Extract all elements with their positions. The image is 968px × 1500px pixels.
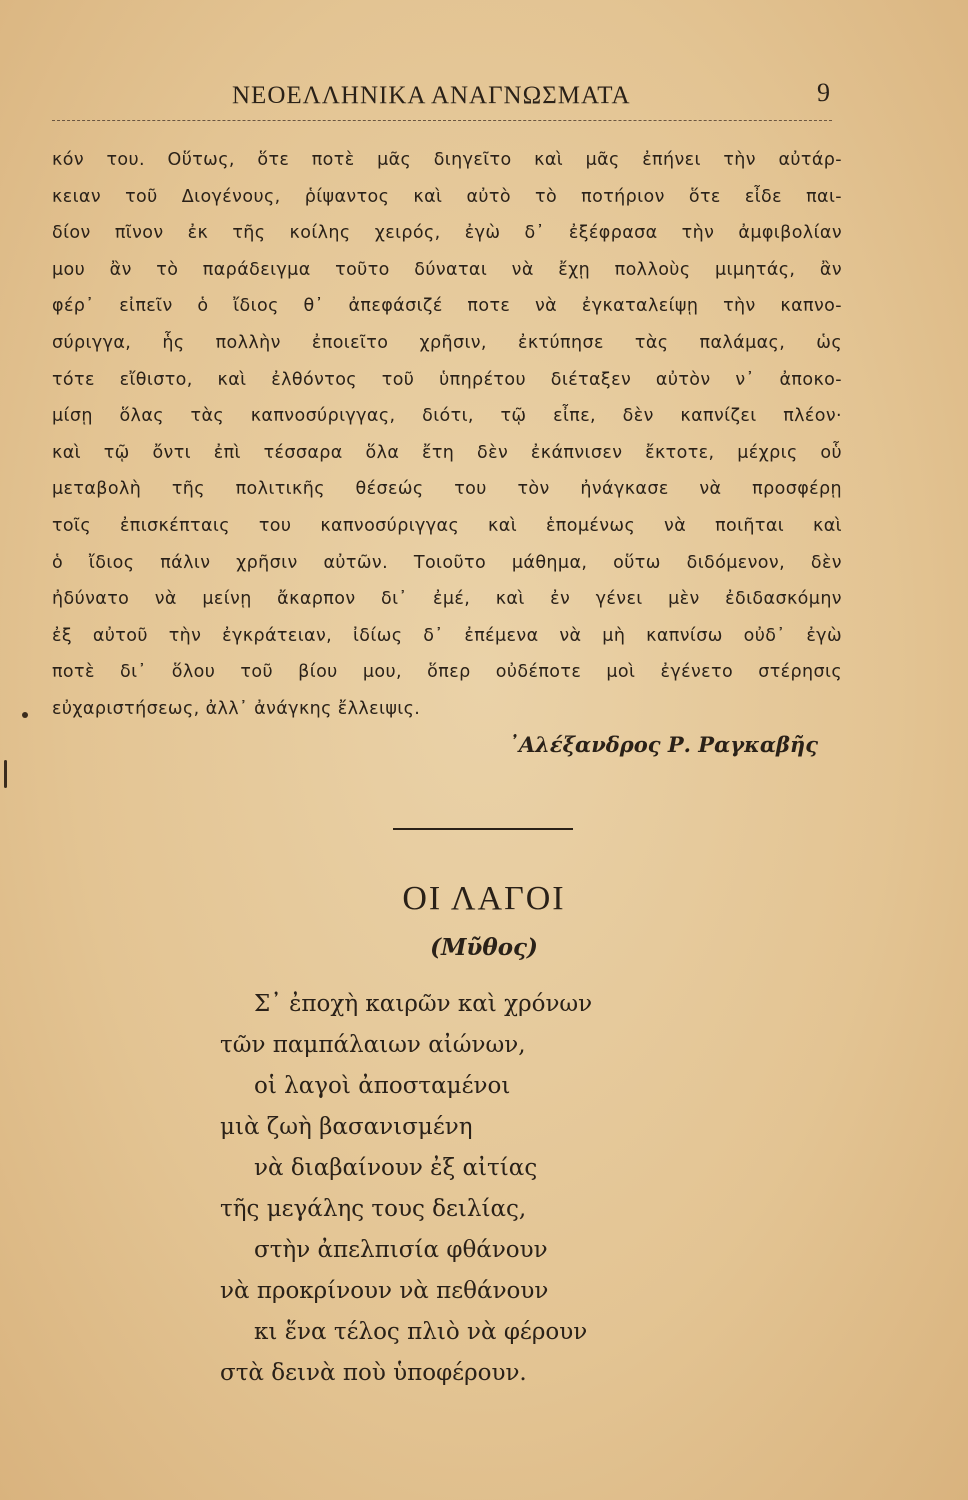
prose-line: κόν του. Οὕτως, ὅτε ποτὲ μᾶς διηγεῖτο καὶ μᾶς ἐπήνει τὴν αὐτάρ- (52, 150, 842, 170)
poem-line: νὰ προκρίνουν νὰ πεθάνουν (220, 1278, 549, 1304)
prose-line: τοῖς ἐπισκέπταις του καπνοσύριγγας καὶ ἑπομένως νὰ ποιῆται καὶ (52, 515, 842, 536)
poem-line: τῶν παμπάλαιων αἰώνων, (220, 1032, 526, 1058)
header-rule (52, 120, 832, 121)
section-separator (393, 828, 573, 830)
poem-title: ΟΙ ΛΑΓΟΙ (402, 880, 566, 917)
prose-line: σύριγγα, ἧς πολλὴν ἐποιεῖτο χρῆσιν, ἐκτύπησε τὰς παλάμας, ὡς (52, 332, 842, 353)
prose-line: τότε εἴθιστο, καὶ ἐλθόντος τοῦ ὑπηρέτου διέταξεν αὐτὸν ν᾽ ἀποκο- (52, 369, 842, 390)
prose-line: δίον πῖνον ἐκ τῆς κοίλης χειρός, ἐγὼ δ᾽ ἐξέφρασα τὴν ἀμφιβολίαν (52, 223, 842, 244)
running-header-title: ΝΕΟΕΛΛΗΝΙΚΑ ΑΝΑΓΝΩΣΜΑΤΑ (232, 82, 631, 109)
prose-line: κειαν τοῦ Διογένους, ῥίψαντος καὶ αὐτὸ τὸ ποτήριον ὅτε εἶδε παι- (52, 186, 842, 207)
prose-line: ὁ ἴδιος πάλιν χρῆσιν αὐτῶν. Τοιοῦτο μάθημα, οὕτω διδόμενον, δὲν (52, 552, 842, 573)
poem-line: οἱ λαγοὶ ἀποσταμένοι (254, 1073, 511, 1099)
poem-line: μιὰ ζωὴ βασανισμένη (220, 1114, 473, 1140)
prose-passage (52, 142, 842, 728)
poem-line: στὰ δεινὰ ποὺ ὑποφέρουν. (220, 1360, 527, 1386)
poem-line: στὴν ἀπελπισία φθάνουν (254, 1237, 548, 1263)
prose-line: φέρ᾽ εἰπεῖν ὁ ἴδιος θ᾽ ἀπεφάσιζέ ποτε νὰ ἐγκαταλείψῃ τὴν καπνο- (52, 296, 842, 317)
prose-line: ποτὲ δι᾽ ὅλου τοῦ βίου μου, ὅπερ οὐδέποτε μοὶ ἐγένετο στέρησις (52, 662, 842, 683)
poem-subtitle: (Μῦθος) (430, 934, 538, 961)
prose-line: μου ἂν τὸ παράδειγμα τοῦτο δύναται νὰ ἔχῃ πολλοὺς μιμητάς, ἂν (52, 259, 842, 280)
author-signature: ᾽Αλέξανδρος Ρ. Ραγκαβῆς (508, 732, 818, 757)
prose-line: καὶ τῷ ὄντι ἐπὶ τέσσαρα ὅλα ἔτη δὲν ἐκάπνισεν ἔκτοτε, μέχρις οὗ (52, 442, 842, 463)
prose-line: ἐξ αὐτοῦ τὴν ἐγκράτειαν, ἰδίως δ᾽ ἐπέμενα νὰ μὴ καπνίσω οὐδ᾽ ἐγὼ (52, 625, 842, 646)
poem-line: Σ᾽ ἐποχὴ καιρῶν καὶ χρόνων (254, 991, 593, 1017)
prose-line: εὐχαριστήσεως, ἀλλ᾽ ἀνάγκης ἔλλειψις. (52, 698, 421, 719)
poem-line: τῆς μεγάλης τους δειλίας, (220, 1196, 527, 1222)
ink-speck (22, 712, 28, 718)
poem-line: νὰ διαβαίνουν ἐξ αἰτίας (254, 1155, 538, 1181)
ink-speck (4, 760, 7, 788)
prose-line: μίσῃ ὅλας τὰς καπνοσύριγγας, διότι, τῷ εἶπε, δὲν καπνίζει πλέον· (52, 406, 842, 427)
poem-line: κι ἕνα τέλος πλιὸ νὰ φέρουν (254, 1319, 588, 1345)
page-number: 9 (817, 78, 830, 107)
prose-line: ἠδύνατο νὰ μείνῃ ἄκαρπον δι᾽ ἐμέ, καὶ ἐν γένει μὲν ἐδιδασκόμην (52, 589, 842, 610)
poem-body (0, 984, 968, 1394)
prose-line: μεταβολὴ τῆς πολιτικῆς θέσεώς του τὸν ἠνάγκασε νὰ προσφέρῃ (52, 479, 842, 500)
running-header (60, 78, 832, 118)
